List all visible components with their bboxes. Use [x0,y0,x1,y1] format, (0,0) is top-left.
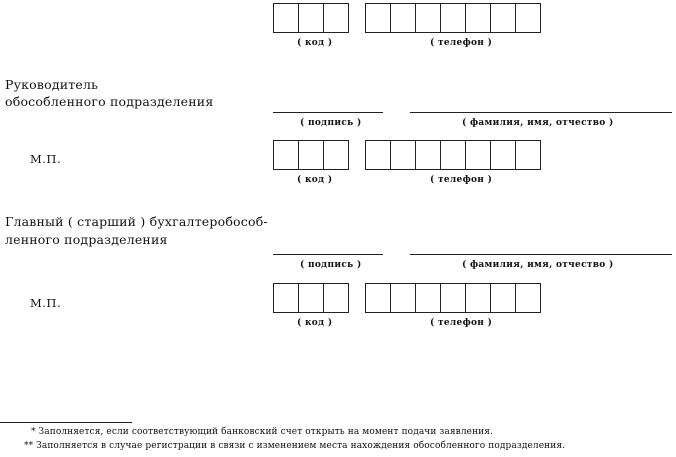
code-boxes-accountant [273,283,348,313]
phone-digit-box[interactable] [365,3,391,33]
phone-digit-box[interactable] [490,3,516,33]
head-title-line1: Руководитель [5,77,99,92]
accountant-title-line1: Главный ( старший ) бухгалтеробособ- [5,214,268,229]
phone-digit-box[interactable] [465,283,491,313]
code-caption: ( код ) [297,175,333,185]
accountant-stamp-label: М.П. [30,296,62,310]
code-digit-box[interactable] [323,140,349,170]
footnote-2: ** Заполняется в случае регистрации в связи с изменением места нахождения обособленного подразделения. [24,441,566,451]
code-caption: ( код ) [297,318,333,328]
accountant-fio-line[interactable] [410,254,672,255]
code-digit-box[interactable] [273,140,299,170]
phone-digit-box[interactable] [490,283,516,313]
phone-digit-box[interactable] [515,140,541,170]
code-digit-box[interactable] [273,283,299,313]
footnote-1: * Заполняется, если соответствующий банковский счет открыть на момент подачи заявления. [31,427,494,437]
phone-digit-box[interactable] [440,283,466,313]
phone-boxes-top [365,3,540,33]
head-signature-line[interactable] [273,112,383,113]
head-title-line2: обособленного подразделения [5,94,214,109]
phone-digit-box[interactable] [440,3,466,33]
phone-digit-box[interactable] [415,3,441,33]
code-boxes-head [273,140,348,170]
phone-digit-box[interactable] [365,283,391,313]
phone-digit-box[interactable] [490,140,516,170]
code-digit-box[interactable] [273,3,299,33]
phone-boxes-head [365,140,540,170]
phone-digit-box[interactable] [365,140,391,170]
head-fio-line[interactable] [410,112,672,113]
phone-digit-box[interactable] [465,140,491,170]
head-stamp-label: М.П. [30,152,62,166]
accountant-title-line2: ленного подразделения [5,232,168,247]
accountant-signature-line[interactable] [273,254,383,255]
code-caption: ( код ) [297,38,333,48]
footnote-separator [0,422,132,423]
code-digit-box[interactable] [323,3,349,33]
signature-caption: ( подпись ) [300,118,362,128]
code-digit-box[interactable] [298,283,324,313]
fio-caption: ( фамилия, имя, отчество ) [462,118,614,128]
fio-caption: ( фамилия, имя, отчество ) [462,260,614,270]
phone-digit-box[interactable] [515,3,541,33]
phone-digit-box[interactable] [390,3,416,33]
phone-digit-box[interactable] [390,140,416,170]
phone-caption: ( телефон ) [430,175,493,185]
code-digit-box[interactable] [298,3,324,33]
phone-digit-box[interactable] [390,283,416,313]
signature-caption: ( подпись ) [300,260,362,270]
code-boxes-top [273,3,348,33]
phone-boxes-accountant [365,283,540,313]
phone-caption: ( телефон ) [430,38,493,48]
phone-caption: ( телефон ) [430,318,493,328]
code-digit-box[interactable] [298,140,324,170]
phone-digit-box[interactable] [440,140,466,170]
phone-digit-box[interactable] [515,283,541,313]
phone-digit-box[interactable] [415,140,441,170]
phone-digit-box[interactable] [415,283,441,313]
code-digit-box[interactable] [323,283,349,313]
phone-digit-box[interactable] [465,3,491,33]
